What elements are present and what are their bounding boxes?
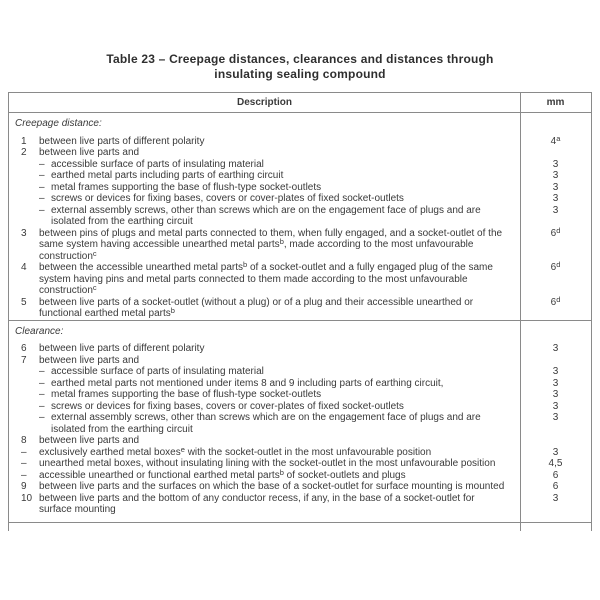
row-text: between live parts and <box>39 354 140 366</box>
row-description-cell <box>9 444 520 459</box>
footnote-ref: d <box>556 260 561 269</box>
row-value-mm <box>520 355 591 367</box>
table-row <box>9 355 591 367</box>
row-dash: – <box>39 158 45 170</box>
footnote-ref: a <box>556 133 561 143</box>
row-number: 7 <box>21 354 27 366</box>
row-dash: – <box>39 412 45 423</box>
column-header-mm: mm <box>546 97 565 108</box>
table-row <box>9 205 591 228</box>
row-description-cell <box>9 458 520 470</box>
row-text: exclusively earthed metal boxes$^e$ with the socket-outlet in the most unfavourable position <box>39 444 432 458</box>
row-description-cell <box>9 366 520 378</box>
section-heading: Creepage distance: <box>15 118 102 129</box>
row-dash: – <box>21 446 27 458</box>
row-description-cell <box>9 159 520 171</box>
table-row <box>9 170 591 182</box>
row-value-mm: 3 <box>552 170 559 181</box>
table-row <box>9 458 591 470</box>
row-value-mm <box>520 435 591 447</box>
row-dash: – <box>39 181 45 193</box>
row-value-mm <box>520 147 591 159</box>
row-dash: – <box>39 400 45 412</box>
row-text: screws or devices for fixing bases, covers or cover-plates of fixed socket-outlets <box>51 193 404 204</box>
row-description-cell <box>9 343 520 355</box>
table-row <box>9 493 591 516</box>
footnote-ref: b <box>279 237 284 246</box>
row-value-mm: 6 <box>552 469 559 481</box>
row-text: earthed metal parts not mentioned under items 8 and 9 including parts of earthing circuit, <box>51 377 444 389</box>
row-value-mm: 6 <box>552 481 559 492</box>
row-description-cell <box>9 147 520 159</box>
row-text: between pins of plugs and metal parts connected to them, when fully engaged, and a socket-outlet of the same system having accessible unearthed metal parts$^b$, made according to the most unfavourable construction$^c$ <box>39 227 503 262</box>
row-value-mm: 6$^d$ <box>550 225 561 239</box>
row-description-cell <box>9 136 520 148</box>
row-value-mm: 3 <box>552 400 559 412</box>
row-value-mm: 6$^d$ <box>550 260 561 273</box>
border-stub-middle <box>520 523 521 531</box>
border-stub-left <box>8 523 9 531</box>
row-description-cell <box>9 378 520 390</box>
table-title-line2: insulating sealing compound <box>214 67 386 81</box>
row-description-cell <box>9 355 520 367</box>
table-row <box>9 435 591 447</box>
row-value-mm: 3 <box>552 366 559 377</box>
table-row <box>9 262 591 297</box>
row-value-mm: 3 <box>552 193 559 204</box>
row-text: unearthed metal boxes, without insulating lining with the socket-outlet in the most unfavourable position <box>39 458 496 469</box>
row-text: metal frames supporting the base of flush-type socket-outlets <box>51 389 322 400</box>
row-value-mm: 3 <box>552 343 559 354</box>
row-value-mm: 3 <box>552 377 559 389</box>
row-text: between live parts of different polarity <box>39 343 205 354</box>
table-row <box>9 444 591 459</box>
row-number: 2 <box>21 147 27 158</box>
row-description-cell <box>9 205 520 228</box>
table-title <box>0 52 600 82</box>
table-row <box>9 225 591 263</box>
row-description-cell <box>9 193 520 205</box>
row-dash: – <box>39 193 45 204</box>
row-text: metal frames supporting the base of flush-type socket-outlets <box>51 181 322 193</box>
row-value-mm: 6$^d$ <box>550 294 561 308</box>
row-number: 8 <box>21 435 27 446</box>
row-text: accessible surface of parts of insulating material <box>51 366 264 377</box>
footnote-ref: b <box>279 467 284 477</box>
row-description-cell <box>9 228 520 263</box>
row-value-mm: 4,5 <box>548 458 563 469</box>
row-description-cell <box>9 435 520 447</box>
footnote-ref: c <box>92 248 97 258</box>
row-number: 1 <box>21 135 27 147</box>
row-number: 3 <box>21 227 27 239</box>
row-value-mm: 3 <box>552 181 559 193</box>
footnote-ref: e <box>180 444 185 454</box>
table-row <box>9 193 591 205</box>
table-body <box>9 113 591 522</box>
row-text: external assembly screws, other than screws which are on the engagement face of plugs and are isolated from the earthing circuit <box>51 204 481 227</box>
row-value-mm: 3 <box>552 446 559 458</box>
row-description-cell <box>9 262 520 297</box>
table-section <box>9 320 591 522</box>
row-text: between live parts of different polarity <box>39 135 205 147</box>
row-text: between live parts of a socket-outlet (without a plug) or of a plug and their accessible unearthed or functional earthed metal parts$^b$ <box>39 296 474 319</box>
row-text: external assembly screws, other than screws which are on the engagement face of plugs and are isolated from the earthing circuit <box>51 412 481 435</box>
column-header-description: Description <box>236 97 292 108</box>
table-row <box>9 378 591 390</box>
row-text: between live parts and the bottom of any conductor recess, if any, in the base of a socket-outlet for surface mounting <box>39 492 475 515</box>
row-text: between live parts and the surfaces on which the base of a socket-outlet for surface mounting is mounted <box>39 481 505 492</box>
row-number: 6 <box>21 343 27 354</box>
row-value-mm: 3 <box>552 204 559 216</box>
row-value-mm: 3 <box>552 492 559 504</box>
table-row <box>9 182 591 194</box>
footnote-ref: b <box>170 306 175 315</box>
row-description-cell <box>9 481 520 493</box>
footnote-ref: d <box>556 294 561 304</box>
table-row <box>9 481 591 493</box>
row-dash: – <box>21 458 27 469</box>
row-value-mm: 4$^a$ <box>550 133 561 147</box>
row-text: earthed metal parts including parts of earthing circuit <box>51 170 284 181</box>
row-dash: – <box>39 366 45 377</box>
table-23 <box>8 92 592 523</box>
row-dash: – <box>39 170 45 181</box>
row-value-mm: 3 <box>552 412 559 423</box>
table-row <box>9 133 591 148</box>
row-text: accessible unearthed or functional earthed metal parts$^b$ of socket-outlets and plugs <box>39 467 406 481</box>
row-value-mm: 3 <box>552 158 559 170</box>
row-description-cell <box>9 493 520 516</box>
table-section <box>9 113 591 320</box>
table-row <box>9 294 591 320</box>
table-title-line1: Table 23 – Creepage distances, clearances and distances through <box>106 52 494 66</box>
row-number: 10 <box>21 492 33 504</box>
row-description-cell <box>9 170 520 182</box>
table-row <box>9 147 591 159</box>
row-description-cell <box>9 297 520 320</box>
table-row <box>9 467 591 482</box>
column-separator <box>520 93 521 522</box>
table-row <box>9 159 591 171</box>
row-description-cell <box>9 182 520 194</box>
table-row <box>9 401 591 413</box>
row-description-cell <box>9 389 520 401</box>
row-number: 9 <box>21 481 27 492</box>
row-description-cell <box>9 401 520 413</box>
row-dash: – <box>39 377 45 389</box>
table-row <box>9 366 591 378</box>
table-row <box>9 343 591 355</box>
table-header-row <box>9 93 591 113</box>
section-heading: Clearance: <box>15 325 64 337</box>
row-dash: – <box>39 389 45 400</box>
footnote-ref: d <box>556 225 561 235</box>
row-description-cell <box>9 412 520 435</box>
row-description-cell <box>9 467 520 482</box>
table-row <box>9 412 591 435</box>
footnote-ref: c <box>92 283 97 292</box>
border-stub-right <box>591 523 592 531</box>
table-row <box>9 389 591 401</box>
row-dash: – <box>39 204 45 216</box>
row-text: screws or devices for fixing bases, covers or cover-plates of fixed socket-outlets <box>51 400 404 412</box>
row-number: 5 <box>21 296 27 308</box>
row-value-mm: 3 <box>552 389 559 400</box>
row-number: 4 <box>21 262 27 273</box>
row-text: between live parts and <box>39 147 140 158</box>
footnote-ref: b <box>243 260 248 269</box>
row-text: between the accessible unearthed metal parts$^b$ of a socket-outlet and a fully engaged plug of the same system having pins and metal parts connected to them made according to the most unfavourable construction$^c$ <box>39 260 493 296</box>
row-dash: – <box>21 469 27 481</box>
row-text: accessible surface of parts of insulating material <box>51 158 264 170</box>
row-text: between live parts and <box>39 435 140 446</box>
